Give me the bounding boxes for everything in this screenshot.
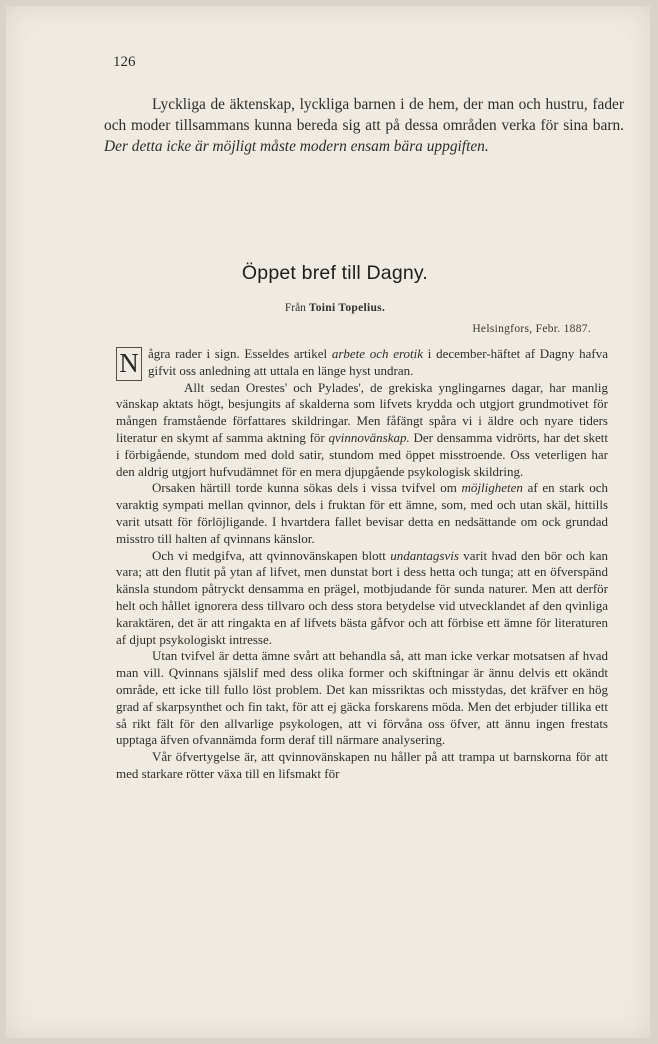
- paragraph-3-italic: möjligheten: [461, 480, 523, 496]
- paragraph-4-italic: undantagsvis: [390, 547, 459, 563]
- paragraph-1-italic: arbete och erotik: [331, 346, 424, 361]
- author-name: Toini Topelius.: [308, 302, 386, 314]
- paragraph-2-italic: qvinnovänskap.: [328, 429, 410, 445]
- byline-prefix: Från: [284, 302, 306, 314]
- paragraph-4: [116, 548, 608, 649]
- paragraph-3: [116, 480, 608, 547]
- paragraph-4-text-a: Och vi medgifva, att qvinnovänskapen blott: [152, 547, 391, 563]
- paragraph-5-text: Utan tvifvel är detta ämne svårt att behandla så, att man icke verkar motsatsen af hvad man vill. Qvinnans själslif med dess olika former och skiftningar är ännu delvis ett okändt område, ett icke till fullo löst problem. Det kan missriktas och misstydas, det kräfver en hög grad af skarpsynthet och fin takt, för att ej gäcka forskarens möda. Men det erbjuder tillika ett så rikt fält för den allvarlige psykologen, att vi förvåna oss öfver, att ännu ingen frestats upptaga äfven ofvannämda form deraf till närmare analysering.: [116, 648, 608, 748]
- intro-italic: Der detta icke är möjligt måste modern ensam bära uppgiften.: [104, 138, 489, 155]
- intro-text: Lyckliga de äktenskap, lyckliga barnen i de hem, der man och hustru, fader och moder tillsammans kunna bereda sig att på dessa områden verka för sina barn.: [104, 96, 624, 134]
- paragraph-2-text-a: Allt sedan Orestes' och Pylades', de grekiska ynglingarnes dagar, har manlig vänskap aktats högt, besjungits af skalderna som lifvets krydda och utgjort grundmotivet för mången framstående författares skildringar. Men fåfängt spåra vi i äldre och nyare tiders literatur en skymt af samma aktning för: [116, 379, 608, 445]
- paragraph-1-text-a: ågra rader i sign. Esseldes artikel: [148, 346, 332, 361]
- paragraph-2: [116, 380, 608, 481]
- paragraph-5: [116, 648, 608, 749]
- paragraph-4-text-b: varit hvad den bör och kan vara; att den flutit på ytan af lifvet, men dunstat bort i dess hetta och tunga; att en öfverspänd känsla stundom påtryckt densamma en prägel, motbjudande för sunda naturer. Men att derför helt och hållet ignorera dess tillvaro och dess stora betydelse vid utvecklandet af den qvinliga karaktären, det är att ringakta en af lifvets bästa gåfvor och att förbise ett ämne för literaturen af djupt psykologiskt intresse.: [116, 547, 608, 647]
- dateline: Helsingfors, Febr. 1887.: [472, 323, 591, 335]
- article-title: Öppet bref till Dagny.: [241, 262, 429, 284]
- drop-cap: N: [116, 347, 142, 381]
- paragraph-1-text-b: i december-häftet af Dagny hafva gifvit oss anledning att uttala en länge hyst undran.: [148, 346, 608, 378]
- page: [6, 6, 650, 1038]
- article-body: [116, 346, 608, 783]
- paragraph-6: [116, 749, 608, 783]
- paragraph-3-text-b: af en stark och varaktig sympati mellan qvinnor, dels i fruktan för ett ämne, som, med och utan skäl, hittills varit utsatt för förlöjligande. I hvartdera fallet bevisar detta en nedsättande om ock grundad misstro till halten af qvinnans känslor.: [116, 480, 608, 546]
- byline: [6, 302, 658, 314]
- intro-paragraph: [104, 94, 624, 157]
- page-number: 126: [113, 54, 136, 70]
- paragraph-6-text: Vår öfvertygelse är, att qvinnovänskapen nu håller på att trampa ut barnskorna för att med starkare rötter växa till en lifsmakt för: [116, 749, 608, 781]
- paragraph-1: [116, 346, 608, 380]
- paragraph-3-text-a: Orsaken härtill torde kunna sökas dels i vissa tvifvel om: [152, 480, 462, 496]
- paragraph-2-text-b: Der densamma vidrörts, har det skett i förbigående, stundom med dold satir, stundom med öppet misstroende. Oss veterligen har den aldrig utgjort hufvudämnet för en mera djupgående psykologisk skildring.: [116, 429, 608, 479]
